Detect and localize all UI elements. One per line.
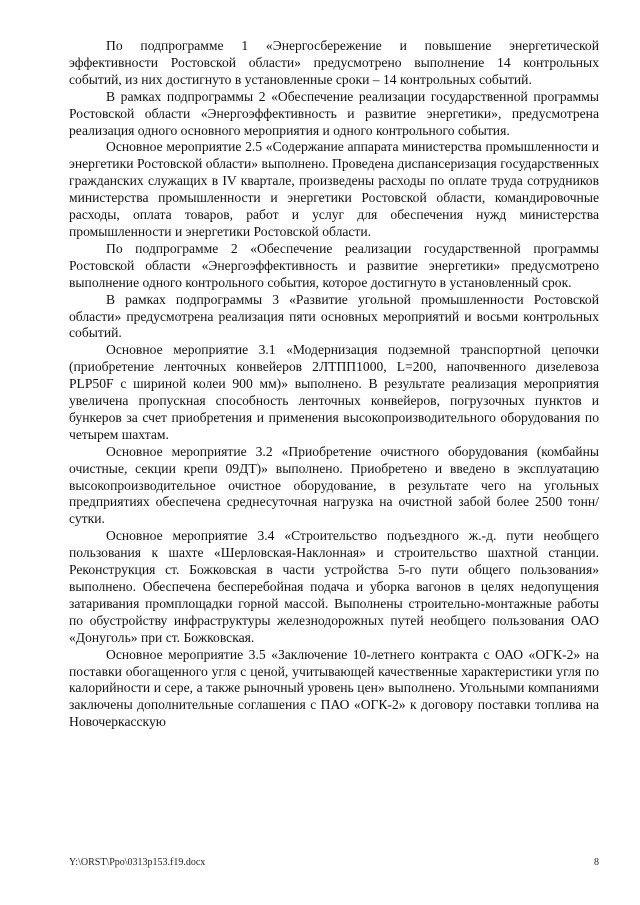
- file-path: Y:\ORST\Ppo\0313p153.f19.docx: [69, 857, 206, 868]
- paragraph: Основное мероприятие 3.4 «Строительство подъездного ж.-д. пути необщего пользования к шахте «Шерловская-Наклонная» и строительство шахтной станции. Реконструкция ст. Божковская в части устройства 5-го пути общего пользования» выполнено. Обеспечена бесперебойная подача и уборка вагонов в целях недопущения затаривания промплощадки горной массой. Выполнены строительно-монтажные работы по обустройству инфраструктуры железнодорожных путей необщего пользования ОАО «Донуголь» при ст. Божковская.: [69, 528, 599, 645]
- paragraph: По подпрограмме 2 «Обеспечение реализации государственной программы Ростовской области «Энергоэффективность и развитие энергетики» предусмотрено выполнение одного контрольного события, которое достигнуто в установленный срок.: [69, 240, 599, 290]
- paragraph: В рамках подпрограммы 2 «Обеспечение реализации государственной программы Ростовской области «Энергоэффективность и развитие энергетики», предусмотрена реализация одного основного мероприятия и одного контрольного события.: [69, 88, 599, 138]
- paragraph: В рамках подпрограммы 3 «Развитие угольной промышленности Ростовской области» предусмотрена реализация пяти основных мероприятий и восьми контрольных событий.: [69, 291, 599, 341]
- paragraph: По подпрограмме 1 «Энергосбережение и повышение энергетической эффективности Ростовской области» предусмотрено выполнение 14 контрольных событий, из них достигнуто в установленные сроки – 14 контрольных событий.: [69, 38, 599, 87]
- page-number: 8: [594, 857, 599, 868]
- body-text: [69, 38, 599, 731]
- paragraph: Основное мероприятие 3.2 «Приобретение очистного оборудования (комбайны очистные, секции крепи 09ДТ)» выполнено. Приобретено и введено в эксплуатацию высокопроизводительное очистное оборудование, в результате чего на угольных предприятиях обеспечена среднесуточная нагрузка на очистной забой более 2500 тонн/сутки.: [69, 443, 599, 527]
- paragraph: Основное мероприятие 2.5 «Содержание аппарата министерства промышленности и энергетики Ростовской области» выполнено. Проведена диспансеризация государственных гражданских служащих в IV квартале, произведены расходы по оплате труда сотрудников министерства промышленности и энергетики Ростовской области, командировочные расходы, оплата товаров, работ и услуг для обеспечения нужд министерства промышленности и энергетики Ростовской области.: [69, 139, 599, 239]
- paragraph: Основное мероприятие 3.1 «Модернизация подземной транспортной цепочки (приобретение ленточных конвейеров 2ЛТПП1000, L=200, напочвенного дизелевоза PLP50F с шириной колеи 900 мм)» выполнено. В результате реализация мероприятия увеличена пропускная способность ленточных конвейеров, погрузочных пунктов и бункеров за счет приобретения и применения высокопроизводительного оборудования по четырем шахтам.: [69, 342, 599, 442]
- paragraph: Основное мероприятие 3.5 «Заключение 10-летнего контракта с ОАО «ОГК-2» на поставки обогащенного угля с ценой, учитывающей качественные характеристики угля по калорийности и сере, а также рыночный уровень цен» выполнено. Угольными компаниями заключены дополнительные соглашения с ПАО «ОГК-2» к договору поставки топлива на Новочеркасскую: [69, 646, 599, 730]
